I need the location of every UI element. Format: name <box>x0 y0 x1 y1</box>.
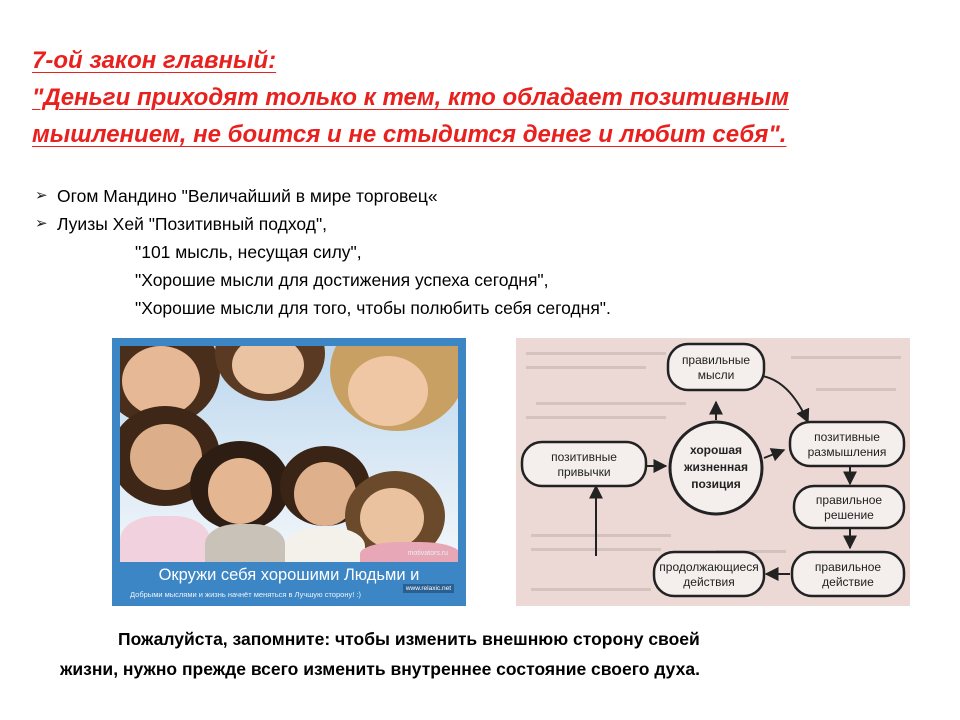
node-positive-thinking-l2: размышления <box>807 445 887 459</box>
node-right-thoughts-l2: мысли <box>697 368 735 382</box>
heading-line-2: "Деньги приходят только к тем, кто обладает позитивным <box>32 84 789 111</box>
photo-caption: Окружи себя хорошими Людьми и <box>158 566 420 584</box>
heading-line-3: мышлением, не боится и не стыдится денег и любит себя". <box>32 121 787 148</box>
group-photo <box>112 338 466 606</box>
list-item <box>35 182 935 210</box>
center-node-l2: жизненная <box>684 460 748 474</box>
thinking-cycle-diagram <box>516 338 910 606</box>
center-node-l1: хорошая <box>689 443 743 457</box>
book-item-hay: Луизы Хей "Позитивный подход", <box>57 214 328 234</box>
node-positive-thinking-l1: позитивные <box>814 430 880 444</box>
node-positive-habits-l2: привычки <box>557 465 611 479</box>
node-right-decision-l1: правильное <box>815 493 883 507</box>
heading-line-1: 7-ой закон главный: <box>32 47 277 74</box>
photo-site-label: www.relaxic.net <box>403 584 454 593</box>
list-subitem: "101 мысль, несущая силу", <box>135 242 362 262</box>
list-item <box>35 210 935 238</box>
arrow-bullet-icon: ➢ <box>35 187 48 204</box>
photo-watermark: motivators.ru <box>407 550 448 557</box>
center-node-l3: позиция <box>691 477 741 491</box>
closing-line-1: Пожалуйста, запомните: чтобы изменить внешнюю сторону своей <box>118 629 700 649</box>
node-continuing-actions-l1: продолжающиеся <box>659 560 759 574</box>
node-right-action-l1: правильное <box>814 560 882 574</box>
book-item-mandino: Огом Мандино "Величайший в мире торговец« <box>57 186 438 206</box>
closing-line-2: жизни, нужно прежде всего изменить внутреннее состояние своего духа. <box>60 659 700 679</box>
node-right-action-l2: действие <box>822 575 874 589</box>
node-continuing-actions-l2: действия <box>683 575 735 589</box>
closing-note <box>60 624 920 684</box>
node-right-thoughts-l1: правильные <box>681 353 751 367</box>
list-subitem: "Хорошие мысли для достижения успеха сегодня", <box>135 270 549 290</box>
main-heading <box>32 42 932 153</box>
node-right-decision-l2: решение <box>824 508 874 522</box>
node-positive-habits-l1: позитивные <box>551 450 617 464</box>
photo-subcaption: Добрыми мыслями и жизнь начнёт меняться в Лучшую сторону! :) <box>130 590 361 599</box>
list-subitem: "Хорошие мысли для того, чтобы полюбить себя сегодня". <box>135 298 611 318</box>
book-list <box>35 182 935 322</box>
photo-scene <box>120 346 458 562</box>
arrow-bullet-icon: ➢ <box>35 215 48 232</box>
